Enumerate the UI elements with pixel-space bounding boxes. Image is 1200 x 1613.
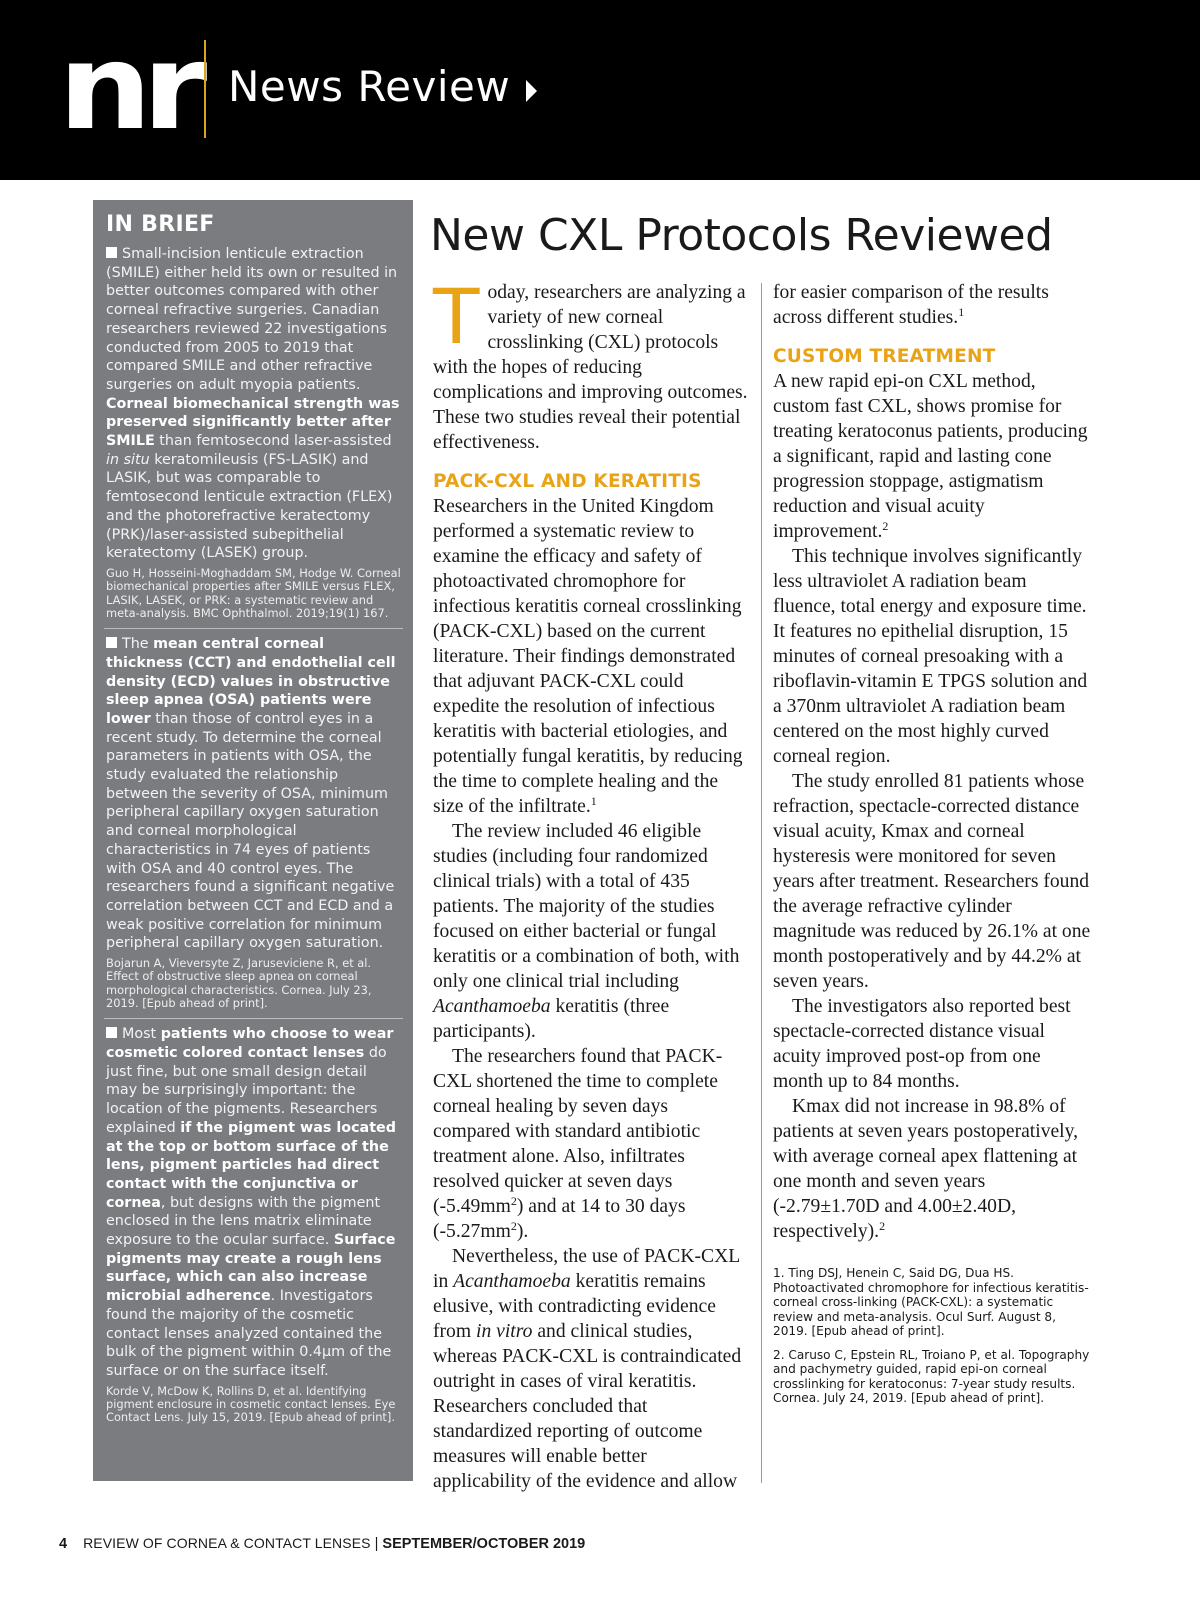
italic-term: in vitro (476, 1321, 533, 1342)
article-headline: New CXL Protocols Reviewed (430, 210, 1053, 261)
square-bullet-icon (106, 1027, 117, 1038)
section-title: News Review (228, 62, 511, 111)
drop-cap: T (433, 272, 480, 361)
brief-text: do just fine, but one small design detail may be surprisingly important: the location of the pigments. Researchers explained (106, 1044, 387, 1136)
brief-text: Most (122, 1026, 161, 1043)
paragraph-text: Nevertheless, the use of PACK-CXL in (433, 1246, 740, 1292)
reference-item: 1. Ting DSJ, Henein C, Said DG, Dua HS. Photoactivated chromophore for infectious keratitis-corneal cross-linking (PACK-CXL): a systematic review and meta-analysis. Ocul Surf. August 8, 2019. [Epub ahead of print]. (773, 1266, 1089, 1338)
brief-item-cosmetic-lenses (106, 1025, 401, 1380)
masthead-divider (204, 40, 206, 138)
brief-text: keratomileusis (FS-LASIK) and LASIK, but was comparable to femtosecond lenticule extraction (FLEX) and the photorefractive keratectomy (PRK)/laser-assisted subepithelial keratectomy (LASEK) group. (106, 451, 393, 562)
paragraph-text: keratitis (three participants). (433, 996, 670, 1042)
paragraph-text: and clinical studies, whereas PACK-CXL is contraindicated outright in cases of viral keratitis. Researchers concluded that standardized reporting of outcome measures will enable better applicability of the evidence and allow (433, 1321, 742, 1492)
brief-italic: in situ (106, 451, 150, 468)
italic-term: Acanthamoeba (433, 996, 551, 1017)
intro-text: oday, researchers are analyzing a variety of new corneal crosslinking (CXL) protocols with the hopes of reducing complications and improving outcomes. These two studies reveal their potential effectiveness. (433, 282, 748, 453)
brief-highlight: if the pigment was located at the top or bottom surface of the lens, pigment particles had direct contact with the conjunctiva or cornea (106, 1119, 396, 1211)
reference-marker: 1 (958, 305, 965, 319)
paragraph (773, 369, 1093, 544)
paragraph: The investigators also reported best spectacle-corrected distance visual acuity improved post-op from one month up to 84 months. (773, 996, 1071, 1092)
sidebar-title: IN BRIEF (106, 212, 215, 237)
footer-separator: | (374, 1536, 379, 1552)
publication-name: REVIEW OF CORNEA & CONTACT LENSES (83, 1535, 371, 1551)
brief-item-smile (106, 245, 401, 563)
square-bullet-icon (106, 637, 117, 648)
brief-text: , but designs with the pigment enclosed in the lens matrix eliminate exposure to the ocular surface. (106, 1194, 381, 1249)
in-brief-sidebar (93, 200, 413, 1481)
paragraph: The study enrolled 81 patients whose refraction, spectacle-corrected distance visual acuity, Kmax and corneal hysteresis were monitored for seven years after treatment. Researchers found the average refractive cylinder magnitude was reduced by 26.1% at one month postoperatively and by 44.2% at seven years. (773, 771, 1091, 992)
reference-marker: 2 (879, 1219, 886, 1233)
paragraph (433, 1044, 749, 1244)
brief-citation: Korde V, McDow K, Rollins D, et al. Identifying pigment enclosure in cosmetic contact lenses. Eye Contact Lens. July 15, 2019. [Epub ahead of print]. (106, 1383, 396, 1425)
paragraph (433, 819, 749, 1044)
triangle-right-icon (526, 80, 537, 102)
subhead-pack-cxl: PACK-CXL AND KERATITIS (433, 471, 702, 492)
sidebar-divider (104, 1018, 403, 1019)
paragraph-text: ) and at 14 to 30 days (-5.27mm (433, 1196, 686, 1242)
sidebar-divider (104, 628, 403, 629)
paragraph-text: The review included 46 eligible studies (including four randomized clinical trials) with a total of 435 patients. The majority of the studies focused on either bacterial or fungal keratitis or a combination of both, with only one clinical trial including (433, 821, 740, 992)
column-divider (761, 283, 762, 1483)
article-column-1 (433, 272, 749, 1494)
paragraph: This technique involves significantly less ultraviolet A radiation beam fluence, total energy and exposure time. It features no epithelial disruption, 15 minutes of corneal presoaking with a riboflavin-vitamin E TPGS solution and a 370nm ultraviolet A radiation beam centered on the most highly curved corneal region. (773, 546, 1088, 767)
nr-logo: nr (58, 18, 198, 156)
brief-highlight: Corneal biomechanical strength was preserved significantly better after SMILE (106, 395, 400, 450)
paragraph (433, 1244, 749, 1494)
paragraph-text: for easier comparison of the results across different studies. (773, 282, 1049, 328)
brief-highlight: patients who choose to wear cosmetic colored contact lenses (106, 1026, 394, 1061)
page-footer (59, 1535, 585, 1552)
reference-marker: 2 (882, 519, 889, 533)
brief-highlight: Surface pigments may create a rough lens surface, which can also increase microbial adherence (106, 1232, 396, 1305)
italic-term: Acanthamoeba (453, 1271, 571, 1292)
reference-item: 2. Caruso C, Epstein RL, Troiano P, et al. Topography and pachymetry guided, rapid epi-on corneal crosslinking for keratoconus: 7-year study results. Cornea. July 24, 2019. [Epub ahead of print]. (773, 1347, 1090, 1405)
paragraph-continued (773, 280, 1093, 330)
brief-highlight: mean central corneal thickness (CCT) and endothelial cell density (ECD) values in obstructive sleep apnea (OSA) patients were lower (106, 636, 396, 727)
paragraph-text: The researchers found that PACK-CXL shortened the time to complete corneal healing by seven days compared with standard antibiotic treatment alone. Also, infiltrates resolved quicker at seven days (-5.49mm (433, 1046, 723, 1217)
superscript: 2 (510, 1194, 517, 1208)
brief-text: Small-incision lenticule extraction (SMILE) either held its own or resulted in better outcomes compared with other corneal refractive surgeries. Canadian researchers reviewed 22 investigations conducted from 2005 to 2019 that compared SMILE and other refractive surgeries on adult myopia patients. (106, 246, 398, 393)
masthead (0, 0, 1200, 180)
square-bullet-icon (106, 247, 117, 258)
superscript: 2 (510, 1219, 517, 1233)
references-list (773, 1266, 1093, 1406)
brief-item-osa (106, 635, 401, 953)
brief-citation: Guo H, Hosseini-Moghaddam SM, Hodge W. Corneal biomechanical properties after SMILE versus FLEX, LASIK, LASEK, or PRK: a systematic review and meta-analysis. BMC Ophthalmol. 2019;19(1) 167. (106, 565, 401, 620)
paragraph-text: A new rapid epi-on CXL method, custom fast CXL, shows promise for treating keratoconus patients, producing a significant, rapid and lasting cone progression stoppage, astigmatism reduction and visual acuity improvement. (773, 371, 1088, 542)
paragraph (773, 1094, 1093, 1244)
paragraph-text: ). (516, 1221, 529, 1242)
brief-citation: Bojarun A, Vieversyte Z, Jaruseviciene R, et al. Effect of obstructive sleep apnea on corneal morphological characteristics. Cornea. July 23, 2019. [Epub ahead of print]. (106, 956, 372, 1010)
paragraph (433, 494, 749, 819)
reference-marker: 1 (590, 794, 597, 808)
subhead-custom-treatment: CUSTOM TREATMENT (773, 346, 996, 367)
paragraph-text: keratitis remains elusive, with contradicting evidence from (433, 1271, 716, 1342)
brief-text: than femtosecond laser-assisted (154, 433, 392, 450)
paragraph-text: Researchers in the United Kingdom performed a systematic review to examine the efficacy and safety of photoactivated chromophore for infectious keratitis corneal crosslinking (PACK-CXL) based on the current literature. Their findings demonstrated that adjuvant PACK-CXL could expedite the resolution of infectious keratitis with bacterial etiologies, and potentially fungal keratitis, by reducing the time to complete healing and the size of the infiltrate. (433, 496, 743, 817)
brief-text: than those of control eyes in a recent study. To determine the corneal parameters in patients with OSA, the study evaluated the relationship between the severity of OSA, minimum peripheral capillary oxygen saturation and corneal morphological characteristics in 74 eyes of patients with OSA and 40 control eyes. The researchers found a significant negative correlation between CCT and ECD and a weak positive correlation for minimum peripheral capillary oxygen saturation. (106, 710, 395, 952)
brief-text: The (122, 636, 154, 653)
intro-paragraph (433, 272, 749, 455)
paragraph-text: Kmax did not increase in 98.8% of patients at seven years postoperatively, with average corneal apex flattening at one month and seven years (-2.79±1.70D and 4.00±2.40D, respectively). (773, 1096, 1079, 1242)
page-number: 4 (59, 1536, 68, 1552)
article-column-2 (773, 280, 1093, 1415)
issue-date: SEPTEMBER/OCTOBER 2019 (382, 1536, 586, 1552)
brief-text: . Investigators found the majority of the cosmetic contact lenses analyzed contained the bulk of the pigment within 0.4µm of the surface or on the surface itself. (106, 1288, 392, 1379)
